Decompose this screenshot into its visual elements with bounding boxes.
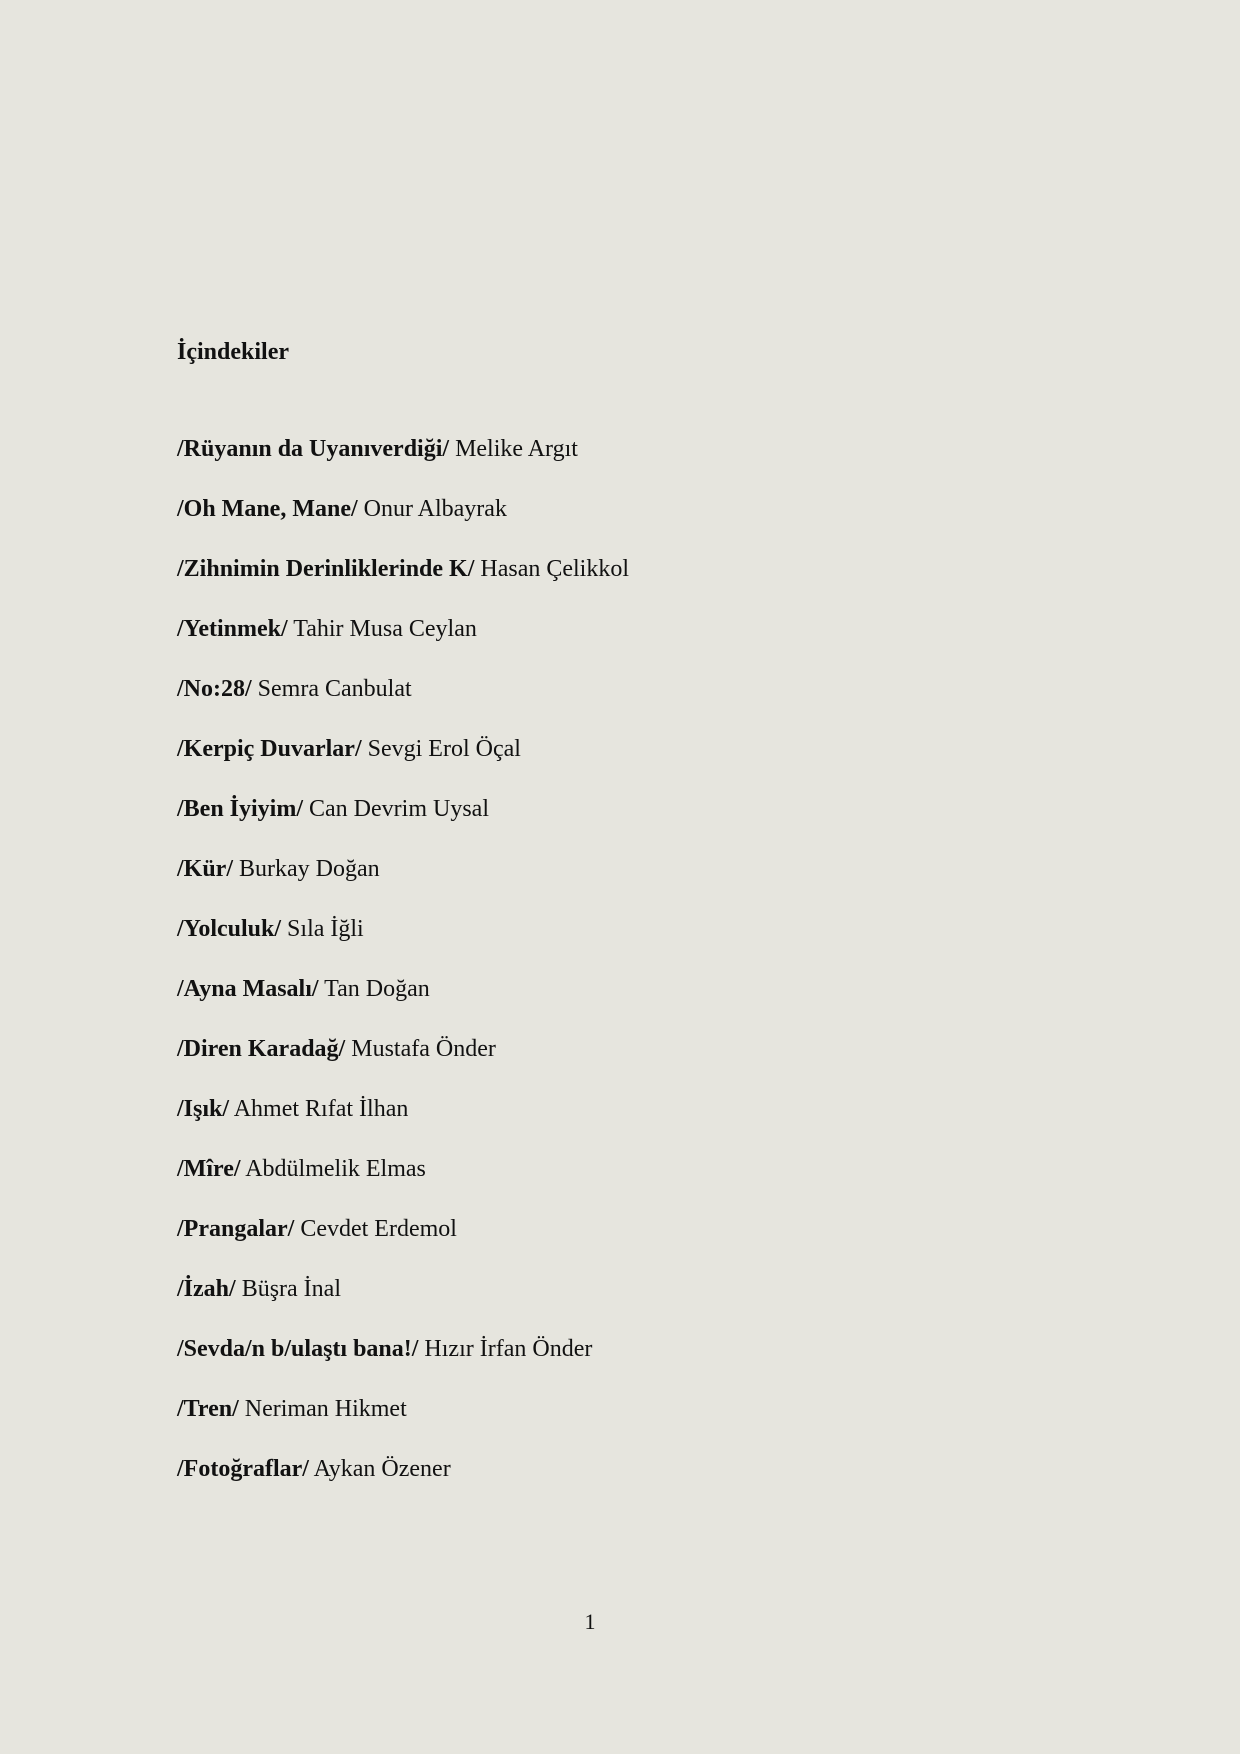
toc-entry-author: Onur Albayrak xyxy=(363,496,507,522)
toc-entry-author: Aykan Özener xyxy=(313,1456,451,1482)
toc-entry-author: Mustafa Önder xyxy=(351,1036,496,1062)
toc-entry-title: /Kerpiç Duvarlar/ xyxy=(177,736,362,762)
toc-entry-author: Sıla İğli xyxy=(287,916,364,942)
toc-entry-title: /Işık/ xyxy=(177,1096,230,1122)
toc-entry-title: /İzah/ xyxy=(177,1276,236,1302)
toc-entry-author: Hızır İrfan Önder xyxy=(424,1336,593,1362)
toc-entry-title: /Kür/ xyxy=(177,856,234,882)
toc-entry-title: /Yolculuk/ xyxy=(177,916,282,942)
toc-entry-author: Can Devrim Uysal xyxy=(309,796,489,822)
toc-entry xyxy=(177,1094,629,1154)
toc-entry-title: /Oh Mane, Mane/ xyxy=(177,496,358,522)
toc-entry-author: Abdülmelik Elmas xyxy=(245,1156,426,1182)
toc-entry-author: Büşra İnal xyxy=(241,1276,341,1302)
toc-entry-author: Semra Canbulat xyxy=(257,676,412,702)
toc-entry xyxy=(177,734,629,794)
toc-entry-author: Burkay Doğan xyxy=(239,856,380,882)
toc-entry xyxy=(177,1214,629,1274)
toc-entry-title: /Sevda/n b/ulaştı bana!/ xyxy=(177,1336,419,1362)
toc-entry xyxy=(177,1454,629,1514)
page-title: İçindekiler xyxy=(177,339,289,365)
toc-entry xyxy=(177,914,629,974)
toc-entry-author: Melike Argıt xyxy=(455,436,578,462)
toc-entry-author: Cevdet Erdemol xyxy=(300,1216,457,1242)
toc-entry-author: Hasan Çelikkol xyxy=(480,556,630,582)
toc-entry xyxy=(177,854,629,914)
toc-entry xyxy=(177,794,629,854)
toc-entry xyxy=(177,974,629,1034)
toc-entry-title: /Prangalar/ xyxy=(177,1216,295,1242)
toc-entry xyxy=(177,554,629,614)
toc-entry-author: Tan Doğan xyxy=(324,976,430,1002)
toc-entry xyxy=(177,494,629,554)
toc-entry xyxy=(177,1334,629,1394)
toc-entry-title: /Tren/ xyxy=(177,1396,239,1422)
toc-entry-author: Neriman Hikmet xyxy=(244,1396,407,1422)
toc-entry-author: Tahir Musa Ceylan xyxy=(293,616,477,642)
toc-entry xyxy=(177,1034,629,1094)
toc-entry-title: /Zihnimin Derinliklerinde K/ xyxy=(177,556,475,582)
toc-entry-title: /No:28/ xyxy=(177,676,252,702)
toc-entry xyxy=(177,674,629,734)
toc-entry-title: /Mîre/ xyxy=(177,1156,241,1182)
toc-entry-title: /Fotoğraflar/ xyxy=(177,1456,309,1482)
toc-entry xyxy=(177,1274,629,1334)
toc-entry-author: Ahmet Rıfat İlhan xyxy=(233,1096,409,1122)
toc-entry xyxy=(177,1154,629,1214)
table-of-contents xyxy=(177,434,629,1514)
toc-entry-author: Sevgi Erol Öçal xyxy=(367,736,521,762)
toc-entry-title: /Yetinmek/ xyxy=(177,616,288,642)
toc-entry-title: /Ayna Masalı/ xyxy=(177,976,319,1002)
toc-entry xyxy=(177,614,629,674)
toc-entry xyxy=(177,434,629,494)
toc-entry-title: /Diren Karadağ/ xyxy=(177,1036,346,1062)
page-number: 1 xyxy=(584,1609,596,1634)
toc-entry xyxy=(177,1394,629,1454)
toc-entry-title: /Rüyanın da Uyanıverdiği/ xyxy=(177,436,450,462)
toc-entry-title: /Ben İyiyim/ xyxy=(177,796,304,822)
